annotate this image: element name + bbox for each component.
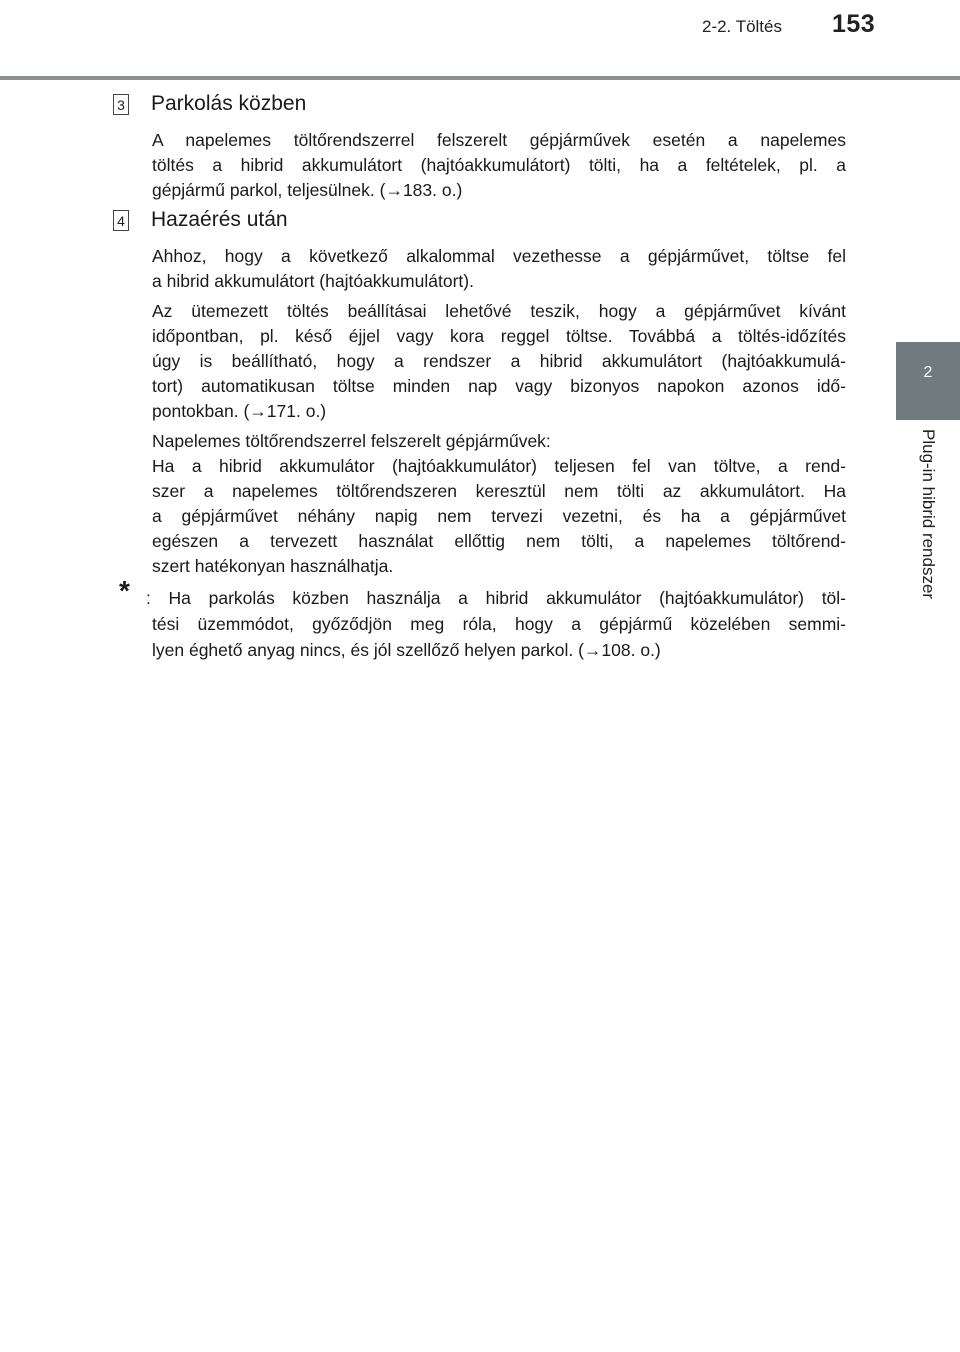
item-title: Parkolás közben: [151, 92, 307, 115]
chapter-tab: [896, 421, 960, 641]
paragraph-line: Ha a hibrid akkumulátor (hajtóakkumulátor) teljesen fel van töltve, a rend-: [152, 456, 846, 476]
paragraph-line: A napelemes töltőrendszerrel felszerelt gépjárművek esetén a napelemes: [152, 130, 846, 150]
paragraph: [152, 299, 846, 424]
page-number: 153: [832, 10, 876, 38]
paragraph-line: szert hatékonyan használhatja.: [152, 556, 394, 576]
footnote-marker: *: [119, 575, 130, 606]
paragraph: [152, 429, 846, 579]
paragraph-line: a hibrid akkumulátort (hajtóakkumulátort).: [152, 271, 474, 291]
paragraph-line: gépjármű parkol, teljesülnek. (→183. o.): [152, 180, 463, 200]
paragraph: [152, 128, 846, 203]
paragraph-line: egészen a tervezett használat ellőttig nem tölti, a napelemes töltőrend-: [152, 531, 846, 551]
item-number-box: 4: [113, 210, 129, 231]
header-rule: [0, 76, 960, 80]
paragraph-line: Napelemes töltőrendszerrel felszerelt gépjárművek:: [152, 431, 551, 451]
paragraph-line: Az ütemezett töltés beállításai lehetővé teszik, hogy a gépjárművet kívánt: [152, 301, 846, 321]
paragraph-line: úgy is beállítható, hogy a rendszer a hibrid akkumulátort (hajtóakkumulá-: [152, 351, 846, 371]
paragraph-line: tort) automatikusan töltse minden nap vagy bizonyos napokon azonos idő-: [152, 376, 846, 396]
paragraph-line: töltés a hibrid akkumulátort (hajtóakkumulátort) tölti, ha a feltételek, pl. a: [152, 155, 846, 175]
item-title: Hazaérés után: [151, 208, 288, 231]
footnote-line: : Ha parkolás közben használja a hibrid akkumulátor (hajtóakkumulátor) töl-: [146, 588, 846, 608]
paragraph-line: Ahhoz, hogy a következő alkalommal vezethesse a gépjárművet, töltse fel: [152, 246, 846, 266]
item-number-box: 3: [113, 94, 129, 115]
chapter-tab-label: Plug-in hibrid rendszer: [919, 429, 938, 600]
footnote-line: lyen éghető anyag nincs, és jól szellőző helyen parkol. (→108. o.): [152, 640, 661, 660]
paragraph-line: a gépjárművet néhány napig nem tervezi vezetni, és ha a gépjárművet: [152, 506, 846, 526]
footnote: [146, 585, 846, 663]
paragraph-line: pontokban. (→171. o.): [152, 401, 327, 421]
paragraph-line: időpontban, pl. késő éjjel vagy kora reggel töltse. Továbbá a töltés-időzítés: [152, 326, 846, 346]
footnote-line: tési üzemmódot, győződjön meg róla, hogy a gépjármű közelében semmi-: [152, 614, 846, 634]
item-3-heading: [113, 92, 306, 116]
header-section-title: 2-2. Töltés: [701, 17, 782, 36]
item-4-heading: [113, 208, 288, 232]
paragraph: [152, 244, 846, 294]
chapter-tab-number: 2: [896, 342, 960, 420]
paragraph-line: szer a napelemes töltőrendszeren keresztül nem tölti az akkumulátort. Ha: [152, 481, 846, 501]
